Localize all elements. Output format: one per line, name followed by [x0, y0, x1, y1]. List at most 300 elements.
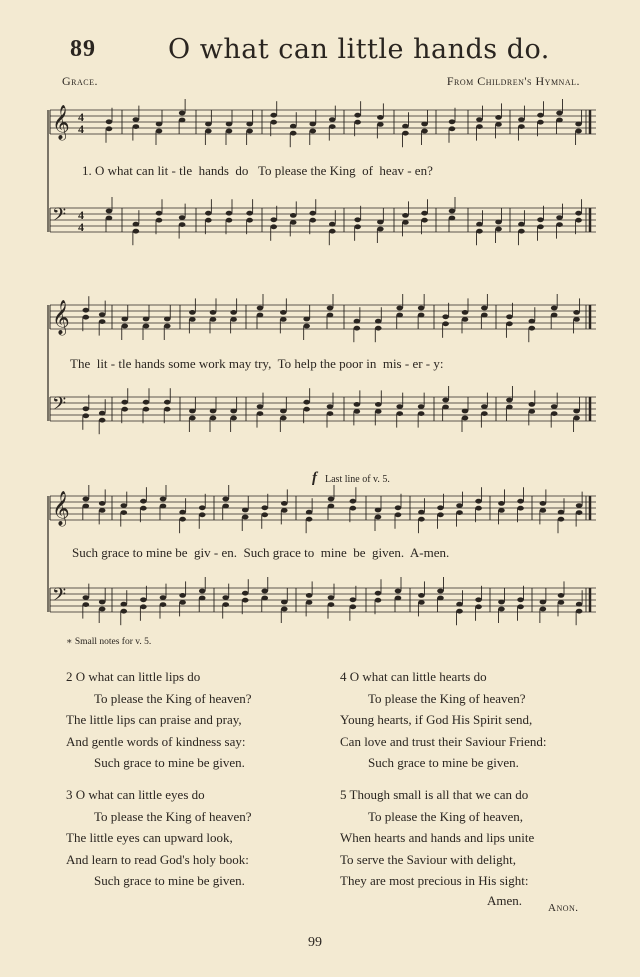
- verse-2: [66, 666, 252, 774]
- notehead: [329, 124, 336, 129]
- notehead: [328, 595, 335, 600]
- verse-line: 4 O what can little hearts do: [340, 669, 487, 684]
- notehead: [156, 122, 163, 127]
- notehead: [83, 406, 90, 411]
- verse-line: And learn to read God's holy book:: [66, 851, 249, 867]
- notehead: [270, 120, 277, 125]
- notehead: [106, 126, 113, 131]
- notehead: [179, 517, 186, 522]
- notehead: [449, 119, 456, 124]
- hymn-title: O what can little hands do.: [168, 34, 550, 65]
- notehead: [396, 411, 403, 416]
- notehead: [160, 504, 167, 509]
- notehead: [537, 113, 544, 118]
- notehead: [257, 306, 264, 311]
- notehead: [143, 407, 150, 412]
- notehead: [354, 120, 361, 125]
- verse-line: Can love and trust their Saviour Friend:: [340, 733, 547, 749]
- notehead: [106, 209, 113, 214]
- notehead: [506, 398, 513, 403]
- notehead: [164, 400, 171, 405]
- notehead: [270, 224, 277, 229]
- notehead: [309, 122, 316, 127]
- notehead: [179, 510, 186, 515]
- notehead: [189, 409, 196, 414]
- notehead: [222, 602, 229, 607]
- notehead: [143, 324, 150, 329]
- notehead: [226, 218, 233, 223]
- notehead: [303, 324, 310, 329]
- notehead: [257, 411, 264, 416]
- notehead: [309, 129, 316, 134]
- notehead: [106, 216, 113, 221]
- notehead: [517, 597, 524, 602]
- notehead: [498, 600, 505, 605]
- notehead: [306, 517, 313, 522]
- notehead: [354, 326, 361, 331]
- notehead: [375, 402, 382, 407]
- notehead: [290, 124, 297, 129]
- notehead: [402, 124, 409, 129]
- notehead: [456, 609, 463, 614]
- notehead: [475, 506, 482, 511]
- verse-line: To please the King of heaven?: [94, 808, 252, 824]
- notehead: [106, 119, 113, 124]
- notehead: [456, 602, 463, 607]
- notehead: [226, 122, 233, 127]
- notehead: [573, 310, 580, 315]
- notehead: [506, 314, 513, 319]
- notehead: [120, 503, 127, 508]
- notehead: [395, 596, 402, 601]
- notehead: [327, 313, 334, 318]
- verse-line: Young hearts, if God His Spirit send,: [340, 712, 533, 727]
- notehead: [140, 499, 147, 504]
- notehead: [205, 218, 212, 223]
- notehead: [556, 215, 563, 220]
- notehead: [529, 409, 536, 414]
- notehead: [476, 124, 483, 129]
- notehead: [377, 115, 384, 120]
- notehead: [475, 499, 482, 504]
- notehead: [230, 317, 237, 322]
- dynamic-marking: f: [312, 470, 317, 486]
- notehead: [164, 324, 171, 329]
- notehead: [246, 211, 253, 216]
- notehead: [280, 317, 287, 322]
- bass-clef: 𝄢: [52, 205, 67, 230]
- notehead: [83, 315, 90, 320]
- notehead: [421, 218, 428, 223]
- verse-line: 2 O what can little lips do: [66, 669, 201, 684]
- notehead: [230, 416, 237, 421]
- notehead: [242, 591, 249, 596]
- notehead: [261, 589, 268, 594]
- notehead: [329, 117, 336, 122]
- tune-name: Grace.: [62, 74, 99, 88]
- notehead: [375, 515, 382, 520]
- notehead: [375, 409, 382, 414]
- notehead: [303, 317, 310, 322]
- notehead: [350, 506, 357, 511]
- hymn-source: From Children's Hymnal.: [446, 74, 580, 88]
- notehead: [517, 499, 524, 504]
- notehead: [576, 510, 583, 515]
- notehead: [121, 407, 128, 412]
- notehead: [498, 508, 505, 513]
- notehead: [354, 113, 361, 118]
- notehead: [179, 600, 186, 605]
- notehead: [281, 508, 288, 513]
- notehead: [306, 600, 313, 605]
- time-signature: 4: [78, 220, 84, 234]
- notehead: [210, 409, 217, 414]
- notehead: [395, 505, 402, 510]
- notehead: [402, 220, 409, 225]
- notehead: [462, 317, 469, 322]
- notehead: [537, 217, 544, 222]
- notehead: [573, 317, 580, 322]
- notehead: [540, 607, 547, 612]
- notehead: [475, 597, 482, 602]
- notehead: [377, 220, 384, 225]
- notehead: [309, 211, 316, 216]
- notehead: [328, 497, 335, 502]
- notehead: [462, 310, 469, 315]
- notehead: [418, 517, 425, 522]
- notehead: [375, 591, 382, 596]
- notehead: [140, 506, 147, 511]
- notehead: [280, 416, 287, 421]
- notehead: [99, 312, 106, 317]
- notehead: [350, 499, 357, 504]
- notehead: [199, 505, 206, 510]
- notehead: [517, 506, 524, 511]
- notehead: [498, 501, 505, 506]
- verse-line: To please the King of heaven,: [368, 808, 524, 824]
- notehead: [329, 229, 336, 234]
- treble-clef: 𝄞: [52, 105, 70, 140]
- notehead: [290, 131, 297, 136]
- notehead: [140, 604, 147, 609]
- notehead: [156, 129, 163, 134]
- notehead: [230, 310, 237, 315]
- notehead: [210, 317, 217, 322]
- notehead: [140, 597, 147, 602]
- notehead: [449, 126, 456, 131]
- notehead: [83, 504, 90, 509]
- verse-line: And gentle words of kindness say:: [66, 733, 246, 749]
- notehead: [402, 213, 409, 218]
- notehead: [160, 497, 167, 502]
- notehead: [418, 593, 425, 598]
- notehead: [120, 602, 127, 607]
- notehead: [395, 589, 402, 594]
- notehead: [495, 122, 502, 127]
- verse-3: [66, 784, 252, 892]
- notehead: [121, 324, 128, 329]
- verse-line: The little eyes can upward look,: [66, 830, 233, 845]
- notehead: [475, 604, 482, 609]
- notehead: [143, 317, 150, 322]
- notehead: [437, 512, 444, 517]
- notehead: [476, 229, 483, 234]
- notehead: [156, 211, 163, 216]
- notehead: [418, 510, 425, 515]
- notehead: [327, 404, 334, 409]
- notehead: [551, 404, 558, 409]
- notehead: [242, 598, 249, 603]
- notehead: [120, 609, 127, 614]
- notehead: [83, 413, 90, 418]
- verse-line: When hearts and hands and lips unite: [340, 830, 535, 845]
- notehead: [246, 218, 253, 223]
- notehead: [205, 211, 212, 216]
- notehead: [281, 600, 288, 605]
- notehead: [449, 209, 456, 214]
- notehead: [377, 227, 384, 232]
- notehead: [226, 211, 233, 216]
- notehead: [306, 593, 313, 598]
- notehead: [290, 213, 297, 218]
- notehead: [556, 111, 563, 116]
- notehead: [481, 313, 488, 318]
- notehead: [99, 418, 106, 423]
- notehead: [179, 111, 186, 116]
- notehead: [576, 602, 583, 607]
- notehead: [281, 501, 288, 506]
- treble-clef: 𝄞: [52, 300, 70, 335]
- notehead: [518, 124, 525, 129]
- notehead: [437, 505, 444, 510]
- notehead: [437, 596, 444, 601]
- notehead: [261, 512, 268, 517]
- notehead: [133, 222, 140, 227]
- notehead: [540, 501, 547, 506]
- notehead: [99, 600, 106, 605]
- notehead: [261, 596, 268, 601]
- notehead: [462, 416, 469, 421]
- notehead: [518, 229, 525, 234]
- notehead: [270, 113, 277, 118]
- notehead: [133, 117, 140, 122]
- notehead: [354, 217, 361, 222]
- notehead: [442, 321, 449, 326]
- notehead: [199, 589, 206, 594]
- bass-clef: 𝄢: [52, 394, 67, 419]
- notehead: [179, 118, 186, 123]
- verse-line: The little lips can praise and pray,: [66, 712, 242, 727]
- notehead: [462, 409, 469, 414]
- notehead: [537, 120, 544, 125]
- notehead: [375, 508, 382, 513]
- notehead: [576, 503, 583, 508]
- notehead: [303, 400, 310, 405]
- notehead: [396, 306, 403, 311]
- notehead: [573, 409, 580, 414]
- notehead: [558, 510, 565, 515]
- notehead: [498, 607, 505, 612]
- notehead: [270, 217, 277, 222]
- author: Anon.: [548, 902, 579, 914]
- notehead: [442, 314, 449, 319]
- notehead: [179, 222, 186, 227]
- notehead: [481, 404, 488, 409]
- notehead: [226, 129, 233, 134]
- notehead: [354, 224, 361, 229]
- footnote: ∗ Small notes for v. 5.: [66, 637, 152, 647]
- notehead: [540, 508, 547, 513]
- notehead: [205, 129, 212, 134]
- notehead: [456, 503, 463, 508]
- notehead: [375, 319, 382, 324]
- verse-line: To serve the Saviour with delight,: [340, 851, 517, 867]
- notehead: [476, 222, 483, 227]
- notehead: [257, 404, 264, 409]
- verse-line: 3 O what can little eyes do: [66, 787, 205, 802]
- notehead: [556, 222, 563, 227]
- notehead: [375, 598, 382, 603]
- notehead: [350, 604, 357, 609]
- notehead: [354, 319, 361, 324]
- notehead: [99, 319, 106, 324]
- page-number: 99: [308, 935, 322, 950]
- notehead: [402, 131, 409, 136]
- amen: Amen.: [487, 893, 523, 908]
- notehead: [396, 404, 403, 409]
- notehead: [261, 505, 268, 510]
- notehead: [518, 222, 525, 227]
- notehead: [328, 602, 335, 607]
- notehead: [558, 600, 565, 605]
- notehead: [575, 218, 582, 223]
- notehead: [418, 306, 425, 311]
- notehead: [328, 504, 335, 509]
- notehead: [558, 593, 565, 598]
- notehead: [551, 411, 558, 416]
- notehead: [442, 405, 449, 410]
- notehead: [222, 504, 229, 509]
- notehead: [327, 411, 334, 416]
- notehead: [210, 310, 217, 315]
- notehead: [189, 310, 196, 315]
- notehead: [421, 122, 428, 127]
- notehead: [354, 402, 361, 407]
- verse-line: To please the King of heaven?: [94, 690, 252, 706]
- time-signature: 4: [78, 122, 84, 136]
- notehead: [481, 306, 488, 311]
- notehead: [281, 607, 288, 612]
- notehead: [540, 600, 547, 605]
- notehead: [120, 510, 127, 515]
- notehead: [495, 115, 502, 120]
- treble-clef: 𝄞: [52, 491, 70, 526]
- notehead: [354, 409, 361, 414]
- notehead: [99, 508, 106, 513]
- notehead: [418, 404, 425, 409]
- notehead: [121, 317, 128, 322]
- notehead: [83, 497, 90, 502]
- notehead: [576, 609, 583, 614]
- notehead: [418, 411, 425, 416]
- notehead: [222, 595, 229, 600]
- notehead: [350, 597, 357, 602]
- notehead: [179, 593, 186, 598]
- notehead: [242, 508, 249, 513]
- notehead: [395, 512, 402, 517]
- notehead: [529, 319, 536, 324]
- notehead: [257, 313, 264, 318]
- notehead: [210, 416, 217, 421]
- notehead: [121, 400, 128, 405]
- notehead: [133, 124, 140, 129]
- notehead: [160, 602, 167, 607]
- notehead: [551, 313, 558, 318]
- notehead: [506, 405, 513, 410]
- notehead: [205, 122, 212, 127]
- notehead: [306, 510, 313, 515]
- verse-line: 5 Though small is all that we can do: [340, 787, 529, 802]
- notehead: [303, 407, 310, 412]
- notehead: [418, 313, 425, 318]
- notehead: [495, 220, 502, 225]
- notehead: [160, 595, 167, 600]
- notehead: [329, 222, 336, 227]
- notehead: [375, 326, 382, 331]
- notehead: [99, 501, 106, 506]
- verse-4: [340, 666, 547, 774]
- notehead: [495, 227, 502, 232]
- notehead: [199, 596, 206, 601]
- hymn-number: 89: [70, 36, 96, 62]
- lyric-line-3: Such grace to mine be giv - en. Such grace to mine be given. A-men.: [72, 545, 450, 560]
- notehead: [449, 216, 456, 221]
- notehead: [506, 321, 513, 326]
- notehead: [246, 129, 253, 134]
- lyric-line-1: 1. O what can lit - tle hands do To please the King of heav - en?: [82, 163, 433, 178]
- notehead: [575, 122, 582, 127]
- verse-line: Such grace to mine be given.: [368, 755, 519, 770]
- notehead: [99, 411, 106, 416]
- notehead: [189, 416, 196, 421]
- notehead: [83, 602, 90, 607]
- verse-line: They are most precious in His sight:: [340, 873, 529, 888]
- notehead: [575, 211, 582, 216]
- notehead: [518, 117, 525, 122]
- verse-line: Such grace to mine be given.: [94, 873, 245, 888]
- notehead: [222, 497, 229, 502]
- notehead: [418, 600, 425, 605]
- notehead: [551, 306, 558, 311]
- bass-clef: 𝄢: [52, 585, 67, 610]
- time-signature: 4: [78, 208, 84, 222]
- last-line-note: Last line of v. 5.: [325, 474, 390, 485]
- verse-line: Such grace to mine be given.: [94, 755, 245, 770]
- notehead: [83, 308, 90, 313]
- notehead: [280, 310, 287, 315]
- notehead: [290, 220, 297, 225]
- notehead: [83, 595, 90, 600]
- notehead: [133, 229, 140, 234]
- verse-line: To please the King of heaven?: [368, 690, 526, 706]
- notehead: [537, 224, 544, 229]
- notehead: [442, 398, 449, 403]
- notehead: [421, 211, 428, 216]
- notehead: [99, 607, 106, 612]
- notehead: [179, 215, 186, 220]
- notehead: [377, 122, 384, 127]
- notehead: [143, 400, 150, 405]
